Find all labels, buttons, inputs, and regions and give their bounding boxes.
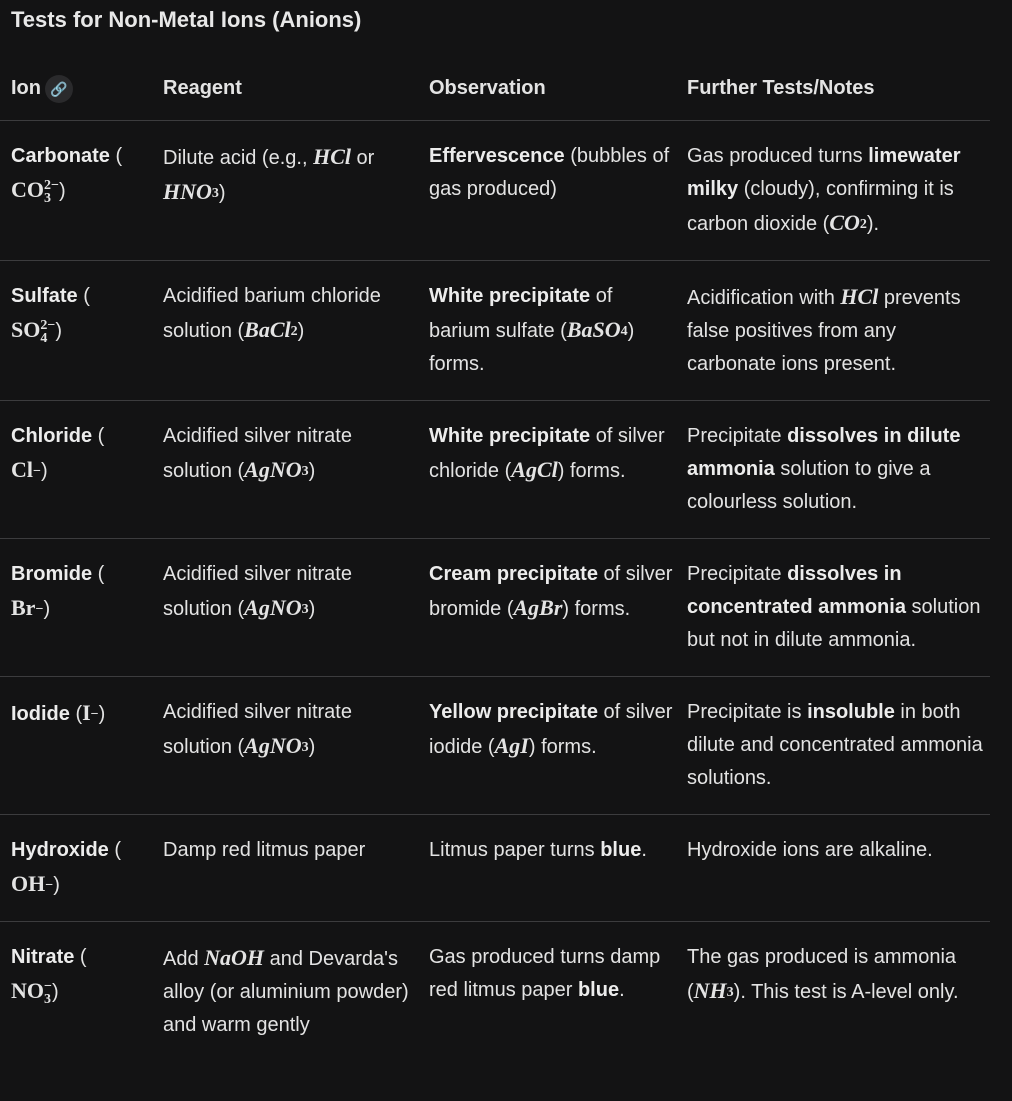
cell-text: ). This test is A-level only.: [733, 981, 959, 1003]
chem-formula: NO: [11, 978, 44, 1003]
cell-text: (: [109, 145, 123, 167]
cell-text: insoluble: [807, 701, 895, 723]
cell-text: prevents false positives from any carbonate ions present.: [687, 287, 961, 375]
cell-text: of barium sulfate (: [429, 285, 613, 342]
chem-index: 2− 4: [40, 317, 56, 346]
chem-index: 2: [290, 324, 298, 340]
chem-formula: SO: [11, 317, 41, 342]
chem-formula: Cl: [11, 457, 33, 482]
cell-text: Precipitate is: [687, 701, 808, 723]
header-ion: [0, 70, 152, 121]
chem-index: 3: [301, 464, 309, 480]
cell-text: ) forms.: [429, 320, 635, 375]
cell-text: solution to give a colourless solution.: [687, 458, 931, 513]
reagent-cell: [152, 401, 418, 539]
cell-text: Gas produced turns damp red litmus paper: [429, 946, 661, 1001]
chem-formula: I: [82, 700, 91, 725]
cell-text: Nitrate: [11, 946, 75, 968]
cell-text: The gas produced is ammonia (: [687, 946, 957, 1003]
cell-text: Effervescence: [429, 145, 565, 167]
chem-formula: AgNO: [244, 733, 302, 758]
cell-text: Dilute acid (e.g.,: [163, 147, 314, 169]
chem-index: 2− 3: [44, 177, 59, 206]
cell-text: (: [92, 425, 105, 447]
reagent-cell: [152, 261, 418, 401]
reagent-cell: [152, 677, 418, 815]
notes-cell: [676, 677, 990, 815]
chem-formula: BaCl: [244, 317, 291, 342]
cell-text: Sulfate: [11, 285, 78, 307]
notes-cell: [676, 922, 990, 1062]
cell-text: ): [43, 598, 51, 620]
cell-text: ): [40, 460, 48, 482]
cell-text: Acidified silver nitrate solution (: [163, 563, 352, 620]
notes-cell: [676, 261, 990, 401]
cell-text: ): [98, 703, 106, 725]
cell-text: (cloudy), confirming it is carbon dioxide (: [687, 178, 954, 235]
reagent-cell: [152, 539, 418, 677]
ion-cell: [0, 401, 152, 539]
cell-text: Add: [163, 948, 205, 970]
chem-formula: NaOH: [204, 945, 265, 970]
chem-index: 3: [726, 985, 734, 1001]
cell-text: ) forms.: [557, 460, 626, 482]
chem-formula: AgNO: [244, 457, 302, 482]
chem-index: 3: [301, 602, 309, 618]
cell-text: solution but not in dilute ammonia.: [687, 596, 981, 651]
table-row-bromide: [0, 539, 990, 677]
cell-text: ): [308, 598, 316, 620]
cell-text: .: [641, 839, 647, 861]
observation-cell: [418, 261, 676, 401]
cell-text: Hydroxide: [11, 839, 109, 861]
cell-text: White precipitate: [429, 425, 591, 447]
cell-text: ): [308, 460, 316, 482]
ion-cell: [0, 677, 152, 815]
cell-text: Precipitate: [687, 563, 788, 585]
cell-text: Acidified silver nitrate solution (: [163, 425, 352, 482]
chem-formula: BaSO: [566, 317, 621, 342]
chem-index: −: [33, 464, 41, 480]
chem-index: − 3: [44, 978, 52, 1007]
cell-text: blue: [577, 979, 620, 1001]
reagent-cell: [152, 815, 418, 922]
cell-text: (: [77, 285, 90, 307]
cell-text: (: [92, 563, 105, 585]
cell-text: ): [58, 180, 66, 202]
cell-text: Chloride: [11, 425, 93, 447]
observation-cell: [418, 815, 676, 922]
chem-index: 3: [211, 186, 219, 202]
chem-formula: CO: [829, 210, 860, 235]
cell-text: (: [69, 703, 83, 725]
page-title: Tests for Non-Metal Ions (Anions): [11, 7, 362, 32]
cell-text: Bromide: [11, 563, 93, 585]
observation-cell: [418, 677, 676, 815]
chem-index: 2: [859, 217, 867, 233]
chem-formula: HNO: [163, 179, 212, 204]
chem-index: −: [90, 707, 99, 723]
header-ion-label: Ion: [11, 77, 41, 99]
cell-text: ) forms.: [562, 598, 631, 620]
reagent-cell: [152, 922, 418, 1062]
chem-formula: AgI: [494, 733, 529, 758]
cell-text: dissolves in concentrated ammonia: [687, 563, 906, 618]
ion-cell: [0, 261, 152, 401]
header-notes: Further Tests/Notes: [687, 77, 875, 99]
cell-text: Iodide: [11, 703, 70, 725]
cell-text: Litmus paper turns: [429, 839, 601, 861]
cell-text: Acidified silver nitrate solution (: [163, 701, 352, 758]
chem-formula: AgBr: [513, 595, 563, 620]
cell-text: Yellow precipitate: [429, 701, 598, 723]
cell-text: dissolves in dilute ammonia: [687, 425, 961, 480]
observation-cell: [418, 922, 676, 1062]
notes-cell: [676, 539, 990, 677]
anion-tests-table: [0, 70, 990, 1061]
cell-text: White precipitate: [429, 285, 591, 307]
chem-formula: HCl: [840, 284, 879, 309]
chem-index: 3: [301, 740, 309, 756]
ion-cell: [0, 815, 152, 922]
cell-text: in both dilute and concentrated ammonia solutions.: [687, 701, 983, 789]
cell-text: Precipitate: [687, 425, 788, 447]
cell-text: of silver iodide (: [429, 701, 673, 758]
chem-formula: OH: [11, 871, 46, 896]
observation-cell: [418, 539, 676, 677]
notes-cell: [676, 121, 990, 261]
header-row: [0, 70, 990, 121]
cell-text: and Devarda's alloy (or aluminium powder) and warm gently: [163, 948, 409, 1036]
cell-text: or: [350, 147, 375, 169]
chem-formula: Br: [11, 595, 36, 620]
table-row-sulfate: [0, 261, 990, 401]
cell-text: ): [308, 736, 316, 758]
ion-cell: [0, 121, 152, 261]
cell-text: Damp red litmus paper: [163, 839, 366, 861]
cell-text: (: [74, 946, 87, 968]
cell-text: Hydroxide ions are alkaline.: [687, 839, 933, 861]
cell-text: Cream precipitate: [429, 563, 598, 585]
cell-text: ) forms.: [528, 736, 597, 758]
table-row-nitrate: [0, 922, 990, 1062]
ion-cell: [0, 922, 152, 1062]
cell-text: ): [55, 320, 63, 342]
table-row-iodide: [0, 677, 990, 815]
chem-formula: AgNO: [244, 595, 302, 620]
cell-text: limewater milky: [687, 145, 961, 200]
cell-text: ): [297, 320, 305, 342]
chem-index: 4: [620, 324, 628, 340]
notes-cell: [676, 815, 990, 922]
cell-text: .: [619, 979, 625, 1001]
link-icon[interactable]: 🔗: [45, 75, 73, 103]
cell-text: Gas produced turns: [687, 145, 869, 167]
cell-text: ): [53, 874, 60, 896]
chem-formula: HCl: [313, 144, 351, 169]
cell-text: of silver chloride (: [429, 425, 665, 482]
chem-formula: NH: [693, 978, 727, 1003]
chem-index: −: [45, 878, 54, 894]
chem-index: −: [35, 602, 44, 618]
cell-text: ): [218, 182, 226, 204]
cell-text: Acidified barium chloride solution (: [163, 285, 381, 342]
cell-text: ).: [866, 213, 880, 235]
chem-formula: AgCl: [511, 457, 558, 482]
cell-text: of silver bromide (: [429, 563, 673, 620]
chem-formula: CO: [11, 177, 44, 202]
cell-text: (bubbles of gas produced): [429, 145, 670, 200]
cell-text: blue: [600, 839, 642, 861]
notes-cell: [676, 401, 990, 539]
cell-text: (: [108, 839, 122, 861]
header-observation: Observation: [429, 77, 546, 99]
header-reagent: Reagent: [163, 77, 242, 99]
table-row-carbonate: [0, 121, 990, 261]
cell-text: Acidification with: [687, 287, 841, 309]
cell-text: Carbonate: [11, 145, 110, 167]
table-row-hydroxide: [0, 815, 990, 922]
table-row-chloride: [0, 401, 990, 539]
cell-text: ): [51, 981, 59, 1003]
reagent-cell: [152, 121, 418, 261]
observation-cell: [418, 401, 676, 539]
observation-cell: [418, 121, 676, 261]
ion-cell: [0, 539, 152, 677]
